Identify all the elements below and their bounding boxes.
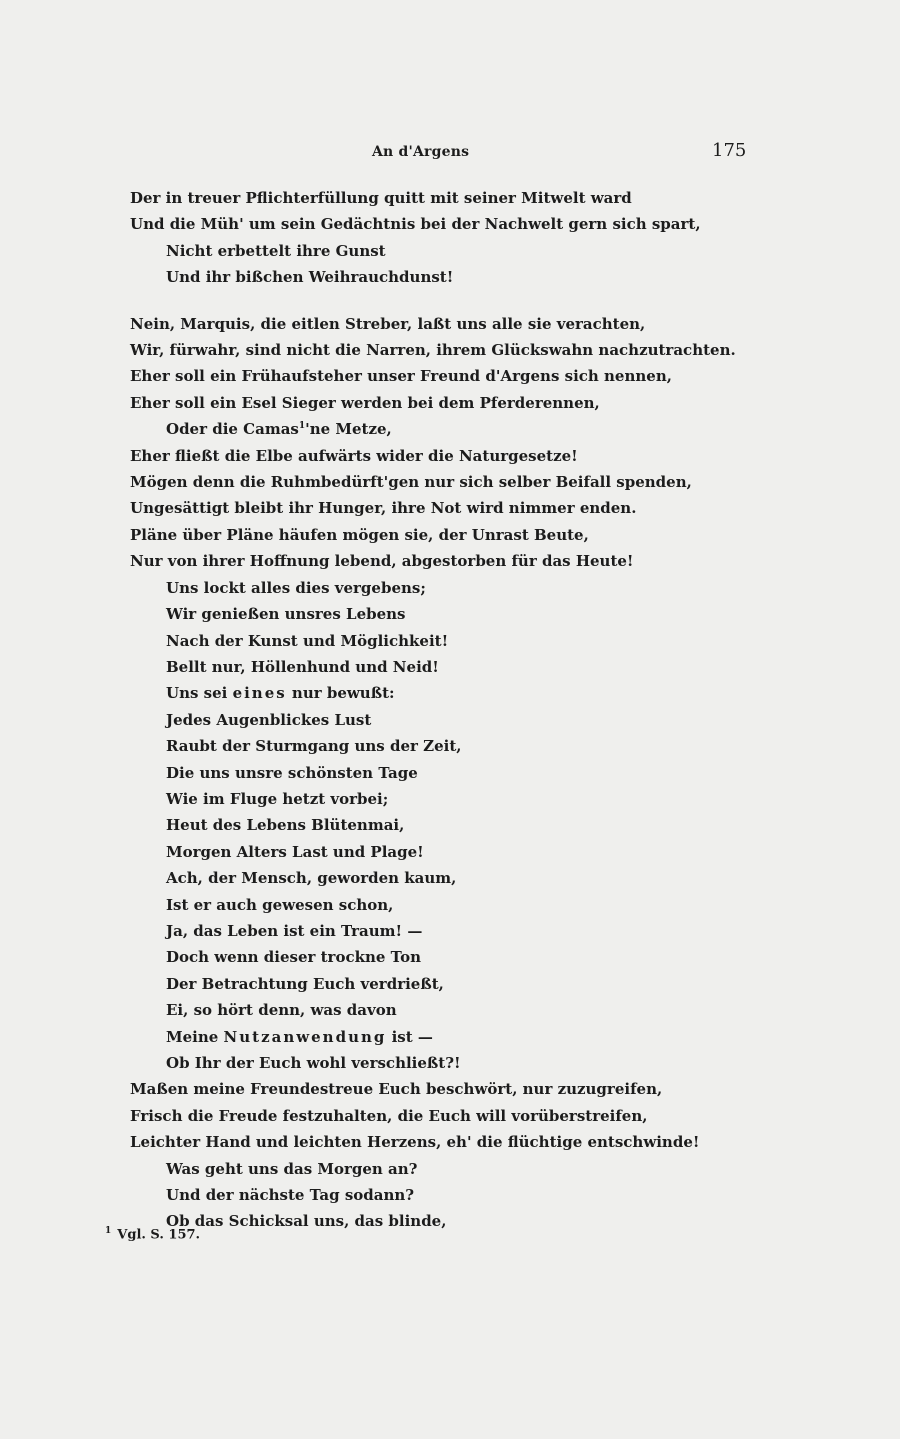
poem-line-part: ist — <box>386 1027 433 1046</box>
poem-line: Ei, so hört denn, was davon <box>166 1001 397 1020</box>
footnote-text: Vgl. S. 157. <box>117 1227 201 1243</box>
poem-line: Heut des Lebens Blütenmai, <box>166 816 405 835</box>
poem-line: Morgen Alters Last und Plage! <box>166 842 424 861</box>
running-title: An d'Argens <box>372 144 470 160</box>
poem-line: Nein, Marquis, die eitlen Streber, laßt uns alle sie verachten, <box>130 314 646 333</box>
footnote <box>105 1226 200 1242</box>
poem-line: Raubt der Sturmgang uns der Zeit, <box>166 737 462 756</box>
poem-line: Was geht uns das Morgen an? <box>166 1159 418 1178</box>
poem-line-part: Uns sei <box>166 684 233 703</box>
poem-line: Der Betrachtung Euch verdrießt, <box>166 974 444 993</box>
poem-line: Nur von ihrer Hoffnung lebend, abgestorben für das Heute! <box>130 552 634 571</box>
poem-line: Die uns unsre schönsten Tage <box>166 763 418 782</box>
poem-line: Wir, fürwahr, sind nicht die Narren, ihrem Glückswahn nachzutrachten. <box>130 341 736 360</box>
poem-line: Bellt nur, Höllenhund und Neid! <box>166 657 439 676</box>
poem-line <box>130 1024 770 1050</box>
emphasized-word: Nutzanwendung <box>223 1027 387 1046</box>
stanza-break <box>130 291 770 311</box>
poem-line: Eher fließt die Elbe aufwärts wider die Naturgesetze! <box>130 446 578 465</box>
poem-line: Und die Müh' um sein Gedächtnis bei der Nachwelt gern sich spart, <box>130 215 701 234</box>
poem-line: Ob das Schicksal uns, das blinde, <box>166 1212 447 1231</box>
poem-line-part: 'ne Metze, <box>305 420 392 439</box>
poem-line: Uns lockt alles dies vergebens; <box>166 578 426 597</box>
footnote-reference: 1 <box>298 421 306 432</box>
poem-line: Ist er auch gewesen schon, <box>166 895 394 914</box>
poem-line: Doch wenn dieser trockne Ton <box>166 948 421 967</box>
poem-line: Jedes Augenblickes Lust <box>166 710 372 729</box>
poem-line: Frisch die Freude festzuhalten, die Euch will vorüberstreifen, <box>130 1106 648 1125</box>
poem-line-part: Meine <box>166 1027 224 1046</box>
poem-line: Ja, das Leben ist ein Traum! — <box>166 921 423 940</box>
poem-line: Mögen denn die Ruhmbedürft'gen nur sich selber Beifall spenden, <box>130 473 692 492</box>
poem-line-part: Oder die Camas <box>166 420 299 439</box>
poem-line: Leichter Hand und leichten Herzens, eh' die flüchtige entschwinde! <box>130 1133 700 1152</box>
poem-line: Wir genießen unsres Lebens <box>166 605 406 624</box>
poem-line: Pläne über Pläne häufen mögen sie, der Unrast Beute, <box>130 525 589 544</box>
poem-line: Und der nächste Tag sodann? <box>166 1186 415 1205</box>
poem-line: Nach der Kunst und Möglichkeit! <box>166 631 449 650</box>
page-number: 175 <box>712 140 747 161</box>
poem-text <box>130 185 770 1235</box>
poem-line: Der in treuer Pflichterfüllung quitt mit seiner Mitwelt ward <box>130 189 632 207</box>
poem-line <box>130 680 770 706</box>
poem-line: Und ihr bißchen Weihrauchdunst! <box>166 268 454 287</box>
footnote-mark: 1 <box>105 1226 112 1236</box>
poem-line: Nicht erbettelt ihre Gunst <box>166 241 386 260</box>
poem-line-part: nur bewußt: <box>286 684 395 703</box>
poem-line: Wie im Fluge hetzt vorbei; <box>166 789 389 808</box>
poem-line: Eher soll ein Frühaufsteher unser Freund d'Argens sich nennen, <box>130 367 672 386</box>
page-header <box>0 140 900 168</box>
poem-line <box>130 416 770 442</box>
poem-line: Eher soll ein Esel Sieger werden bei dem Pferderennen, <box>130 393 600 412</box>
poem-line: Ob Ihr der Euch wohl verschließt?! <box>166 1054 461 1072</box>
poem-line: Ungesättigt bleibt ihr Hunger, ihre Not wird nimmer enden. <box>130 499 637 518</box>
poem-line: Maßen meine Freundestreue Euch beschwört, nur zuzugreifen, <box>130 1080 663 1099</box>
emphasized-word: eines <box>232 684 287 703</box>
poem-line: Ach, der Mensch, geworden kaum, <box>166 869 457 888</box>
